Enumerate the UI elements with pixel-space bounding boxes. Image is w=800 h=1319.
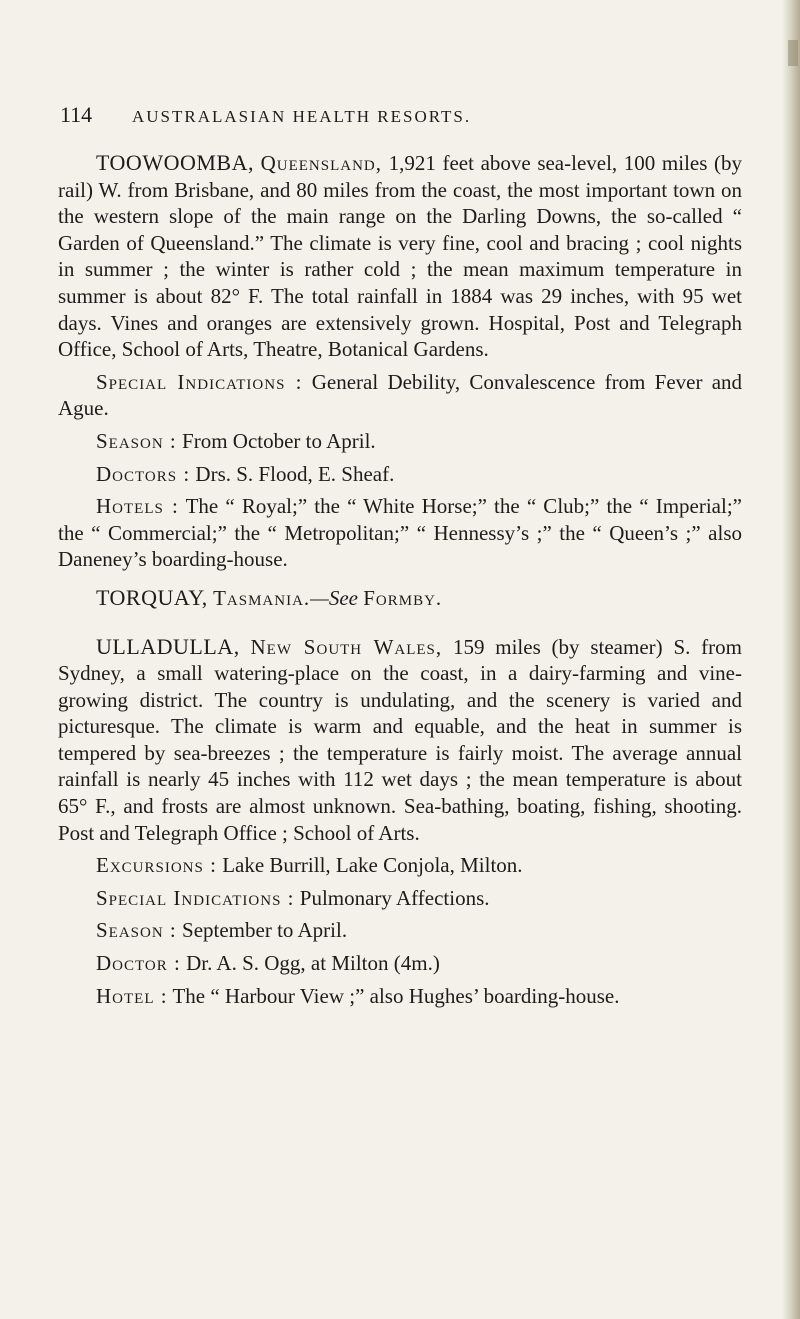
place-description: 1,921 feet above sea-level, 100 miles (by rail) W. from Brisbane, and 80 miles from the coast, the most important town on the western slope of the main range on the Darling Downs, the so-called “ Garden of Queensland.” The climate is very fine, cool and bracing ; cool nights in summer ; the winter is rather cold ; the mean maximum temperature in summer is about 82° F. The total rainfall in 1884 was 29 inches, with 95 wet days. Vines and oranges are extensively grown. Hospital, Post and Telegraph Office, School of Arts, Theatre, Botanical Gardens. — [58, 151, 742, 362]
place-region: Queensland, — [260, 151, 383, 175]
field-value: The “ Harbour View ;” also Hughes’ boarding-house. — [172, 983, 620, 1008]
cross-reference: Formby. — [363, 585, 443, 610]
page-body — [58, 150, 742, 1009]
field-value: From October to April. — [182, 428, 376, 453]
field-label: Doctors : — [96, 461, 191, 486]
place-name: ULLADULLA, — [96, 633, 240, 659]
field-label: Special Indications : — [96, 369, 303, 394]
toowoomba-season — [58, 428, 742, 455]
place-region: New South Wales, — [250, 634, 443, 659]
page-edge-mark — [788, 40, 798, 66]
ulladulla-hotel — [58, 983, 742, 1010]
ulladulla-doctor — [58, 950, 742, 977]
place-description: 159 miles (by steamer) S. from Sydney, a small watering-place on the coast, in a dairy-farming and vine-growing district. The country is undulating, and the scenery is varied and picturesque. The climate is warm and equable, and the heat in summer is tempered by sea-breezes ; the temperature is fairly moist. The average annual rainfall is nearly 45 inches with 112 wet days ; the mean temperature is about 65° F., and frosts are almost unknown. Sea-bathing, boating, fishing, shooting. Post and Telegraph Office ; School of Arts. — [58, 634, 743, 845]
field-value: The “ Royal;” the “ White Horse;” the “ Club;” the “ Imperial;” the “ Commercial;” the “ Metropolitan;” “ Hennessy’s ;” the “ Queen’s ;” also Daneney’s boarding-house. — [58, 494, 742, 572]
field-value: General Debility, Convalescence from Fever and Ague. — [58, 369, 743, 421]
toowoomba-hotels — [58, 493, 742, 573]
field-label: Excursions : — [96, 853, 217, 878]
field-label: Doctor : — [96, 951, 181, 976]
ulladulla-season — [58, 917, 742, 944]
field-value: Dr. A. S. Ogg, at Milton (4m.) — [186, 951, 440, 976]
see-label: —See — [310, 585, 358, 610]
field-value: Lake Burrill, Lake Conjola, Milton. — [222, 853, 523, 878]
page-edge-shadow — [782, 0, 800, 1319]
entry-ulladulla — [58, 634, 742, 847]
page-number: 114 — [60, 102, 93, 127]
place-name: TORQUAY, — [96, 584, 208, 610]
place-region: Tasmania. — [213, 585, 311, 610]
toowoomba-doctors — [58, 461, 742, 488]
running-head: AUSTRALASIAN HEALTH RESORTS. — [132, 107, 472, 126]
field-value: Drs. S. Flood, E. Sheaf. — [195, 461, 395, 486]
ulladulla-excursions — [58, 852, 742, 879]
page-header — [60, 102, 750, 132]
ulladulla-indications — [58, 885, 742, 912]
field-label: Season : — [96, 918, 177, 943]
field-label: Hotel : — [96, 983, 168, 1008]
field-value: Pulmonary Affections. — [299, 885, 490, 910]
place-name: TOOWOOMBA, — [96, 150, 254, 175]
toowoomba-indications — [58, 369, 742, 422]
entry-torquay — [58, 585, 742, 612]
field-label: Hotels : — [96, 494, 179, 519]
entry-toowoomba — [58, 150, 742, 363]
field-label: Special Indications : — [96, 885, 295, 910]
field-value: September to April. — [182, 918, 348, 943]
field-label: Season : — [96, 428, 177, 453]
